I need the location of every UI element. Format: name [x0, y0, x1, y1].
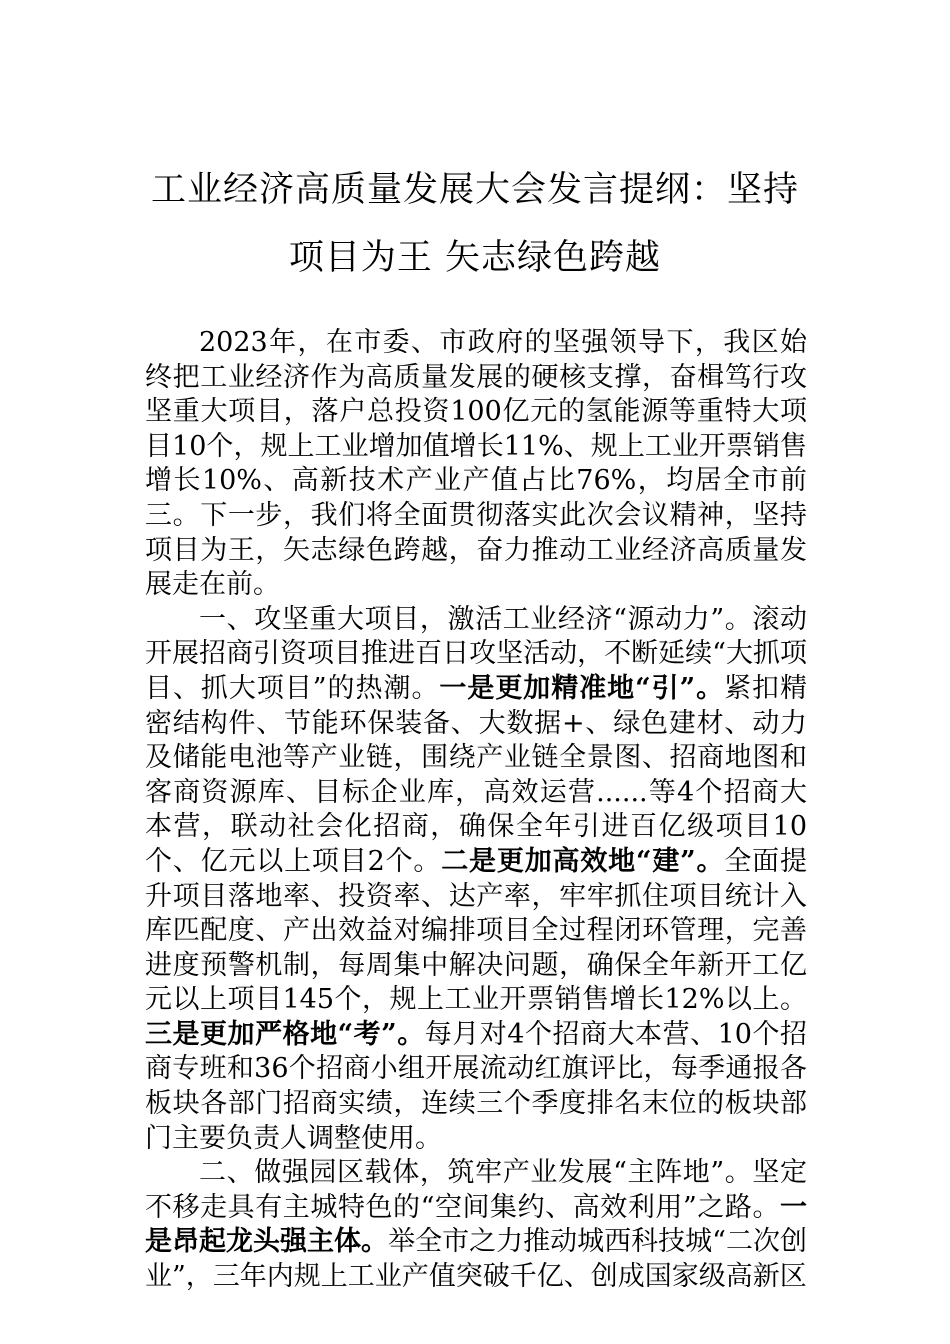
document-title-line-1: 工业经济高质量发展大会发言提纲：坚持 [150, 170, 799, 210]
bold-heading: 一是昂起龙头强主体。 [145, 1191, 807, 1258]
document-title-line-2: 项目为王 矢志绿色跨越 [288, 238, 662, 278]
bold-heading: 二是更加高效地“建”。 [441, 845, 725, 877]
paragraph-text: 2023年，在市委、市政府的坚强领导下，我区始终把工业经济作为高质量发展的硬核支撑，奋楫笃行攻坚重大项目，落户总投资100亿元的氢能源等重特大项目10个，规上工业增加值增长11%、规上工业开票销售增长10%、高新技术产业产值占比76%，均居全市前三。下一步，我们将全面贯彻落实此次会议精神，坚持项目为王，矢志绿色跨越，奋力推动工业经济高质量发展走在前。 [145, 327, 807, 601]
paragraph-text: 二、做强园区载体，筑牢产业发展“主阵地”。坚定不移走具有主城特色的“空间集约、高效利用”之路。 [145, 1157, 807, 1223]
paragraph-text: 一、攻坚重大项目，激活工业经济“源动力”。滚动开展招商引资项目推进百日攻坚活动，不断延续“大抓项目、抓大项目”的热潮。 [145, 603, 807, 704]
bold-heading: 三是更加严格地“考”。 [145, 1018, 425, 1050]
paragraph-text: 全面提升项目落地率、投资率、达产率，牢牢抓住项目统计入库匹配度、产出效益对编排项目全过程闭环管理，完善进度预警机制，每周集中解决问题，确保全年新开工亿元以上项目145个，规上工业开票销售增长12%以上。 [145, 845, 808, 1016]
paragraph-1 [145, 326, 807, 603]
paragraph-text: 每月对4个招商大本营、10个招商专班和36个招商小组开展流动红旗评比，每季通报各板块各部门招商实绩，连续三个季度排名末位的板块部门主要负责人调整使用。 [145, 1018, 807, 1154]
paragraph-3 [145, 1156, 807, 1294]
paragraph-2 [145, 603, 807, 1157]
bold-heading: 一是更加精准地“引”。 [439, 672, 725, 704]
document-body [145, 326, 807, 1295]
paragraph-text: 紧扣精密结构件、节能环保装备、大数据+、绿色建材、动力及储能电池等产业链，围绕产业链全景图、招商地图和客商资源库、目标企业库，高效运营......等4个招商大本营，联动社会化招商，确保全年引进百亿级项目10个、亿元以上项目2个。 [145, 672, 808, 877]
paragraph-text: 举全市之力推动城西科技城“二次创业”，三年内规上工业产值突破千亿、创成国家级高新区 [145, 1226, 807, 1293]
